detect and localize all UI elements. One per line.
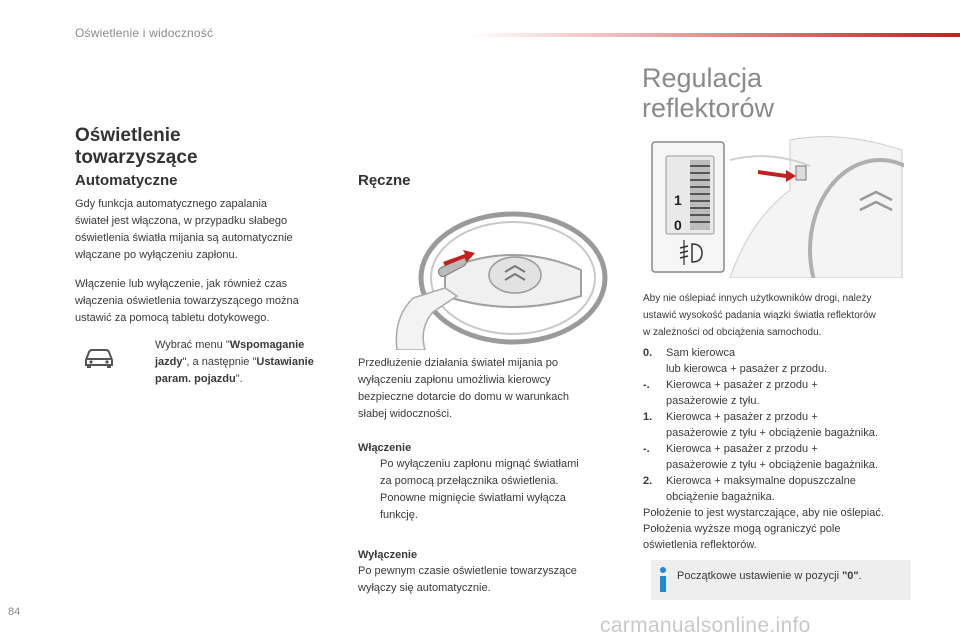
text-line: za pomocą przełącznika oświetlenia. <box>380 475 559 487</box>
auto-heading: Automatyczne <box>75 172 178 189</box>
text-line: Kierowca + pasażer z przodu + <box>666 379 818 391</box>
text-line: Po pewnym czasie oświetlenie towarzyszące <box>358 565 577 577</box>
text-line: Kierowca + maksymalne dopuszczalne <box>666 475 856 487</box>
section-heading <box>75 125 305 169</box>
text-line: wyłączy się automatycznie. <box>358 582 491 594</box>
on-step-2 <box>358 490 613 524</box>
position-list <box>643 345 918 553</box>
auto-paragraph-1 <box>75 196 335 264</box>
dashboard-illustration <box>640 130 904 278</box>
title-line: Regulacja <box>642 63 763 93</box>
text-line: ustawić za pomocą tabletu dotykowego. <box>75 312 270 324</box>
dial-label: 1 <box>674 192 682 208</box>
steering-wheel-illustration <box>385 200 615 350</box>
info-icon <box>655 566 671 594</box>
text-fragment: Wybrać menu " <box>155 339 230 351</box>
info-box <box>651 560 911 600</box>
text-line: świateł jest włączona, w przypadku słabego <box>75 215 288 227</box>
menu-name: jazdy <box>155 356 183 368</box>
text-line: funkcję. <box>380 509 418 521</box>
text-line: Gdy funkcja automatycznego zapalania <box>75 198 268 210</box>
list-item <box>643 345 918 377</box>
on-heading: Włączenie <box>358 442 412 454</box>
list-item <box>643 409 918 441</box>
text-line: w zależności od obciążenia samochodu. <box>643 327 822 338</box>
text-line: wyłączeniu zapłonu umożliwia kierowcy <box>358 374 551 386</box>
dial-ridges <box>690 160 710 230</box>
header-title: Oświetlenie i widoczność <box>75 26 214 40</box>
text-line: oświetlenia światła mijania są automatycznie <box>75 232 293 244</box>
position-value: "0" <box>842 570 859 582</box>
text-line: Włączenie lub wyłączenie, jak również czas <box>75 278 288 290</box>
text-line: słabej widoczności. <box>358 408 453 420</box>
text-line: Ponowne mignięcie światłami wyłącza <box>380 492 566 504</box>
position-key: 0. <box>643 347 653 359</box>
position-key: -. <box>643 379 650 391</box>
list-item <box>643 441 918 473</box>
manual-heading: Ręczne <box>358 172 411 189</box>
off-paragraph <box>358 563 613 597</box>
submenu-name: Ustawianie <box>256 356 314 368</box>
text-line: ustawić wysokość padania wiązki światła reflektorów <box>643 310 876 321</box>
text-fragment: Początkowe ustawienie w pozycji <box>677 570 843 582</box>
position-key: 2. <box>643 475 653 487</box>
info-icon-glyph: i <box>655 566 656 567</box>
off-heading: Wyłączenie <box>358 549 418 561</box>
section-heading-line: towarzyszące <box>75 147 198 168</box>
text-line: Po wyłączeniu zapłonu mignąć światłami <box>380 458 579 470</box>
text-fragment: ". <box>235 373 243 385</box>
text-line: Kierowca + pasażer z przodu + <box>666 443 818 455</box>
text-line: włączenia oświetlenia towarzyszącego można <box>75 295 299 307</box>
text-line: pasażerowie z tyłu. <box>666 395 760 407</box>
footer-note <box>643 505 918 553</box>
text-line: Kierowca + pasażer z przodu + <box>666 411 818 423</box>
text-line: obciążenie bagażnika. <box>666 491 775 503</box>
text-line: Sam kierowca <box>666 347 736 359</box>
header-rule <box>470 33 960 37</box>
info-text <box>677 570 862 582</box>
manual-paragraph <box>358 355 608 423</box>
dial-label: 0 <box>674 217 682 233</box>
position-key: -. <box>643 443 650 455</box>
text-line: pasażerowie z tyłu + obciążenie bagażnika. <box>666 427 878 439</box>
text-line: włączane po wyłączeniu zapłonu. <box>75 249 238 261</box>
menu-name: Wspomaganie <box>229 339 305 351</box>
text-line: pasażerowie z tyłu + obciążenie bagażnika. <box>666 459 878 471</box>
text-line: Przedłużenie działania świateł mijania po <box>358 357 558 369</box>
car-settings-icon <box>82 345 116 369</box>
text-line: oświetlenia reflektorów. <box>643 539 757 551</box>
text-line: Aby nie oślepiać innych użytkowników drogi, należy <box>643 293 872 304</box>
menu-instruction <box>133 337 343 388</box>
headlamp-intro <box>643 290 923 341</box>
text-line: Położenia wyższe mogą ograniczyć pole <box>643 523 841 535</box>
position-key: 1. <box>643 411 653 423</box>
text-line: lub kierowca + pasażer z przodu. <box>666 363 828 375</box>
auto-paragraph-2 <box>75 276 335 327</box>
on-step-1 <box>358 456 613 490</box>
page-number: 84 <box>8 606 21 618</box>
text-line: Położenie to jest wystarczające, aby nie oślepiać. <box>643 507 884 519</box>
watermark: carmanualsonline.info <box>600 614 811 637</box>
text-fragment: ", a następnie " <box>182 356 257 368</box>
headlamp-title <box>642 63 902 123</box>
list-item <box>643 473 918 505</box>
submenu-name: param. pojazdu <box>155 373 236 385</box>
title-line: reflektorów <box>642 93 775 123</box>
text-fragment: . <box>858 570 862 582</box>
section-heading-line: Oświetlenie <box>75 125 181 146</box>
text-line: bezpieczne dotarcie do domu w warunkach <box>358 391 569 403</box>
list-item <box>643 377 918 409</box>
